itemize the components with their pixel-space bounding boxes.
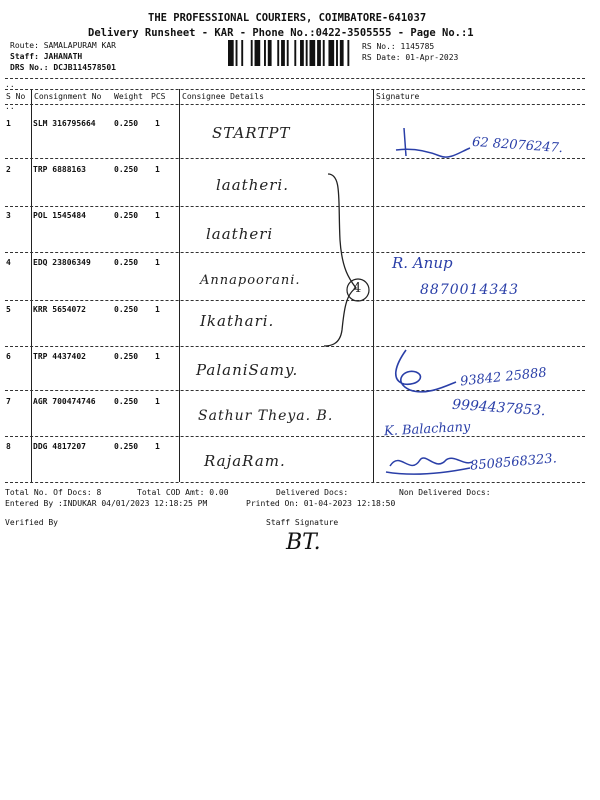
barcode-bar bbox=[281, 40, 285, 66]
row-consignment: DDG 4817207 bbox=[33, 442, 86, 451]
company-title: THE PROFESSIONAL COURIERS, COIMBATORE-641037 bbox=[148, 12, 427, 24]
row-sno: 8 bbox=[6, 442, 11, 451]
divider bbox=[5, 206, 585, 207]
row-consignment: POL 1545484 bbox=[33, 211, 86, 220]
barcode-bar bbox=[287, 40, 289, 66]
row-pcs: 1 bbox=[155, 119, 160, 128]
row-pcs: 1 bbox=[155, 442, 160, 451]
total-docs: Total No. Of Docs: 8 bbox=[5, 488, 102, 497]
column-header-signature: Signature bbox=[376, 92, 420, 101]
divider bbox=[5, 482, 585, 483]
barcode-bar bbox=[277, 40, 279, 66]
divider bbox=[5, 436, 585, 437]
signature-phone: 93842 25888 bbox=[459, 365, 548, 390]
row-sno: 3 bbox=[6, 211, 11, 220]
barcode-bar bbox=[268, 40, 272, 66]
row-consignment: EDQ 23806349 bbox=[33, 258, 91, 267]
row-consignee-handwritten: Ikathari. bbox=[200, 312, 275, 330]
barcode-bar bbox=[306, 40, 308, 66]
barcode-bar bbox=[340, 40, 344, 66]
row-weight: 0.250 bbox=[114, 305, 139, 314]
staff-label: Staff: JAHANATH bbox=[10, 52, 83, 61]
divider bbox=[5, 78, 585, 79]
row-weight: 0.250 bbox=[114, 165, 139, 174]
row-consignee-handwritten: Sathur Theya. B. bbox=[198, 408, 334, 424]
column-header-consignee: Consignee Details bbox=[182, 92, 264, 101]
column-header-sno: S No bbox=[6, 92, 26, 101]
column-header-weight: Weight bbox=[114, 92, 143, 101]
row-consignee-handwritten: RajaRam. bbox=[204, 452, 286, 470]
row-consignment: AGR 700474746 bbox=[33, 397, 96, 406]
signature-name: R. Anup bbox=[392, 254, 453, 272]
row-sno: 6 bbox=[6, 352, 11, 361]
signature-scribble bbox=[380, 118, 480, 163]
row-consignment: TRP 4437402 bbox=[33, 352, 86, 361]
row-pcs: 1 bbox=[155, 352, 160, 361]
printed-on: Printed On: 01-04-2023 12:18:50 bbox=[246, 499, 396, 508]
signature-name: K. Balachany bbox=[383, 419, 471, 440]
barcode-bar bbox=[347, 40, 349, 66]
barcode-bar bbox=[294, 40, 296, 66]
row-consignee-handwritten: STARTPT bbox=[212, 124, 291, 142]
row-sno: 5 bbox=[6, 305, 11, 314]
barcode-bar bbox=[241, 40, 243, 66]
signature-phone: 8508568323. bbox=[469, 451, 558, 474]
entered-by: Entered By :INDUKAR 04/01/2023 12:18:25 PM bbox=[5, 499, 208, 508]
divider bbox=[5, 158, 585, 159]
column-header-pcs: PCS bbox=[151, 92, 166, 101]
barcode-bar bbox=[310, 40, 316, 66]
row-sno: 2 bbox=[6, 165, 11, 174]
row-weight: 0.250 bbox=[114, 442, 139, 451]
column-header-consignment: Consignment No bbox=[34, 92, 102, 101]
signature-phone: 8870014343 bbox=[420, 282, 520, 298]
barcode-bar bbox=[236, 40, 238, 66]
barcode-bar bbox=[255, 40, 261, 66]
delivered-docs: Delivered Docs: bbox=[276, 488, 349, 497]
divider-dots: .. bbox=[5, 102, 15, 111]
runsheet-subtitle: Delivery Runsheet - KAR - Phone No.:0422-3505555 - Page No.:1 bbox=[88, 27, 474, 39]
verified-by: Verified By bbox=[5, 518, 58, 527]
signature-phone: 9994437853. bbox=[451, 396, 546, 420]
row-consignment: KRR 5654072 bbox=[33, 305, 86, 314]
bracket-count: 4 bbox=[353, 281, 363, 296]
row-sno: 4 bbox=[6, 258, 11, 267]
row-sno: 7 bbox=[6, 397, 11, 406]
signature-scribble bbox=[380, 446, 480, 484]
row-consignee-handwritten: Annapoorani. bbox=[200, 273, 301, 288]
barcode-bar bbox=[317, 40, 321, 66]
row-weight: 0.250 bbox=[114, 352, 139, 361]
barcode bbox=[228, 40, 355, 66]
drs-number: DRS No.: DCJB114578501 bbox=[10, 63, 116, 72]
row-consignment: TRP 6888163 bbox=[33, 165, 86, 174]
barcode-bar bbox=[323, 40, 325, 66]
staff-initials: BT. bbox=[286, 530, 321, 555]
divider bbox=[5, 104, 585, 105]
rs-date: RS Date: 01-Apr-2023 bbox=[362, 53, 459, 62]
row-pcs: 1 bbox=[155, 397, 160, 406]
row-sno: 1 bbox=[6, 119, 11, 128]
row-weight: 0.250 bbox=[114, 211, 139, 220]
column-divider bbox=[31, 89, 32, 482]
row-consignee-handwritten: laatheri. bbox=[216, 176, 289, 194]
signature-phone: 62 82076247. bbox=[471, 134, 564, 157]
route-label: Route: SAMALAPURAM KAR bbox=[10, 41, 116, 50]
non-delivered-docs: Non Delivered Docs: bbox=[399, 488, 491, 497]
row-consignee-handwritten: laatheri bbox=[206, 225, 274, 243]
divider bbox=[5, 89, 585, 90]
bracket-annotation bbox=[320, 170, 380, 350]
staff-signature-label: Staff Signature bbox=[266, 518, 339, 527]
total-cod: Total COD Amt: 0.00 bbox=[137, 488, 229, 497]
barcode-bar bbox=[228, 40, 234, 66]
column-divider bbox=[179, 89, 180, 482]
row-consignment: SLM 316795664 bbox=[33, 119, 96, 128]
divider bbox=[5, 300, 585, 301]
barcode-bar bbox=[328, 40, 334, 66]
row-weight: 0.250 bbox=[114, 397, 139, 406]
divider bbox=[5, 252, 585, 253]
row-pcs: 1 bbox=[155, 305, 160, 314]
row-pcs: 1 bbox=[155, 258, 160, 267]
barcode-bar bbox=[300, 40, 304, 66]
row-pcs: 1 bbox=[155, 165, 160, 174]
barcode-bar bbox=[336, 40, 338, 66]
barcode-bar bbox=[264, 40, 266, 66]
row-consignee-handwritten: PalaniSamy. bbox=[196, 361, 299, 379]
rs-number: RS No.: 1145785 bbox=[362, 42, 435, 51]
barcode-bar bbox=[251, 40, 253, 66]
row-weight: 0.250 bbox=[114, 258, 139, 267]
divider-dots: .. bbox=[5, 80, 15, 89]
row-weight: 0.250 bbox=[114, 119, 139, 128]
row-pcs: 1 bbox=[155, 211, 160, 220]
